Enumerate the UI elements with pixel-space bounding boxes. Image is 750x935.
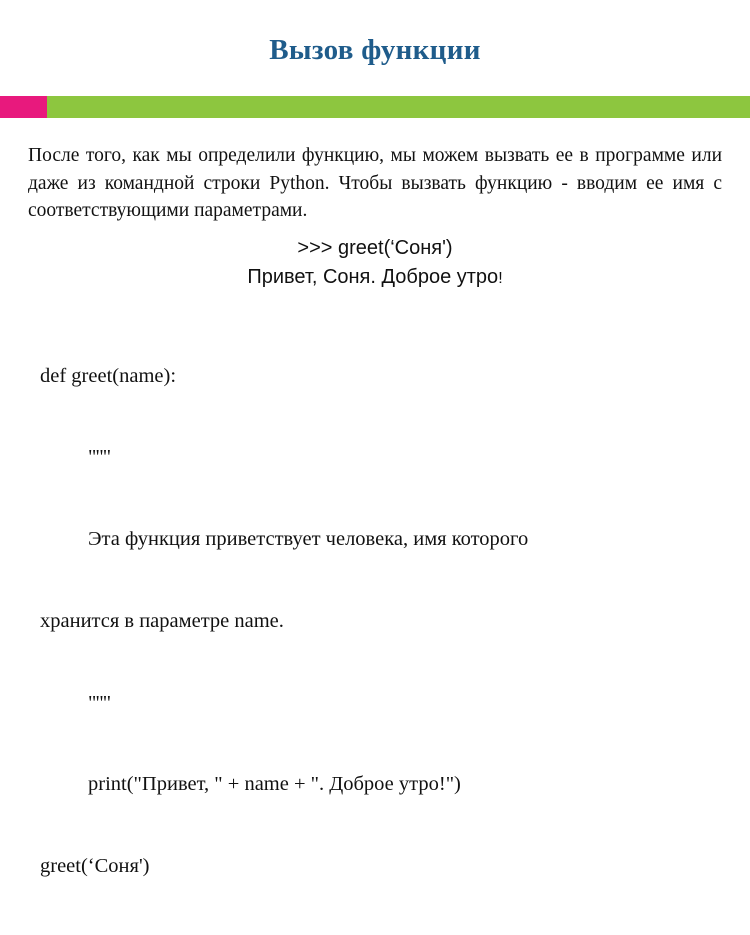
console-output-bang: ! [498,270,503,287]
code-line-docstring-open: """ [88,446,111,469]
body-paragraph: После того, как мы определили функцию, мы можем вызвать ее в программе или даже из командной строки Python. Чтобы вызвать функцию - вводим ее имя с соответствующими параметрами. [28,145,722,222]
decorative-bar-pink [0,96,47,118]
decorative-bar-row [0,96,750,118]
console-output-text: Привет, Соня. Доброе утро [247,266,499,288]
code-line-doc-text-2: хранится в параметре name. [40,609,284,632]
console-output-line [0,263,750,292]
console-example [0,234,750,292]
code-line-def: def greet(name): [40,364,177,387]
code-line-docstring-close: """ [88,691,111,714]
page-title: Вызов функции [269,34,481,66]
code-line-doc-text-1: Эта функция приветствует человека, имя которого [88,528,529,550]
code-line-print: print("Привет, " + name + ". Доброе утро!") [88,773,461,796]
decorative-bar-green [47,96,750,118]
code-line-call: greet(‘Соня') [40,855,150,877]
code-block [40,308,730,935]
console-prompt-line: >>> greet(‘Соня') [297,237,453,259]
